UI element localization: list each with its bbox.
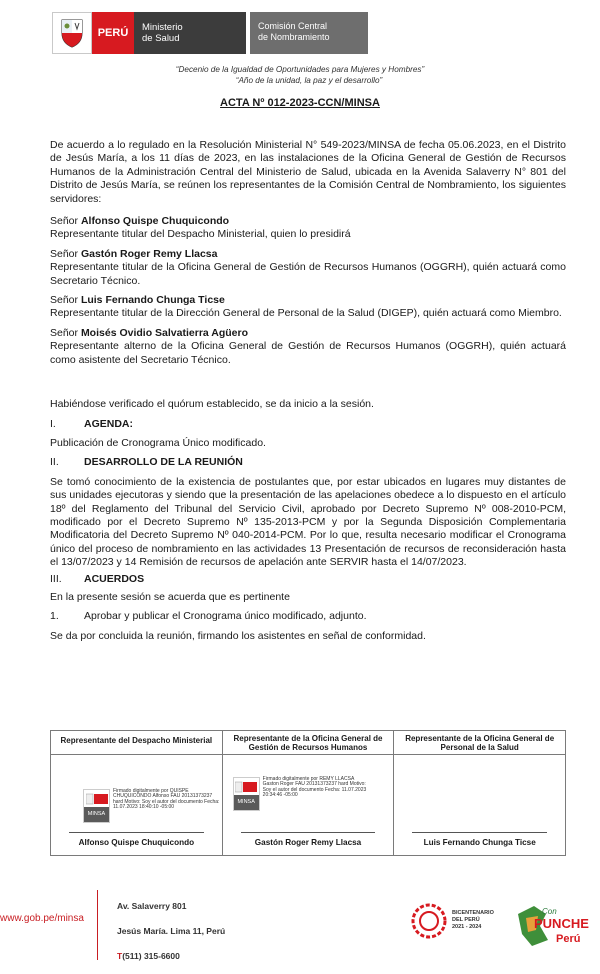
member-role: Representante titular de la Oficina General de Gestión de Recursos Humanos (OGGRH), quién actuará como Secretario Técnico. bbox=[50, 261, 566, 287]
member-role: Representante titular del Despacho Ministerial, quien lo presidirá bbox=[50, 228, 351, 241]
signature-header: Representante del Despacho Ministerial bbox=[51, 731, 222, 755]
digital-signature-stamp bbox=[83, 789, 220, 823]
svg-text:PUNCHE: PUNCHE bbox=[534, 916, 589, 931]
signature-line bbox=[412, 832, 547, 833]
signature-header: Representante de la Oficina General de Gestión de Recursos Humanos bbox=[223, 731, 394, 755]
document-body bbox=[50, 139, 566, 643]
member-name: Luis Fernando Chunga Ticse bbox=[80, 294, 225, 307]
signature-header: Representante de la Oficina General de Personal de la Salud bbox=[394, 731, 565, 755]
signature-table bbox=[50, 730, 566, 856]
signature-stamp-text: Firmado digitalmente por QUISPE CHUQUICONDO Alfonso FAU 20131373237 hard Motivo: Soy el autor del documento Fecha: 11.07.2023 18:40:10 -05:00 bbox=[113, 788, 220, 811]
signer-name: Gastón Roger Remy Llacsa bbox=[254, 838, 362, 847]
footer-divider bbox=[97, 890, 98, 960]
year-motto: “Año de la unidad, la paz y el desarrollo” bbox=[235, 76, 383, 85]
member-block: Señor Alfonso Quispe Chuquicondo Representante titular del Despacho Ministerial, quien lo presidirá bbox=[50, 215, 566, 242]
member-name: Moisés Ovidio Salvatierra Agüero bbox=[80, 326, 249, 339]
acuerdo-item: 1. Aprobar y publicar el Cronograma único modificado, adjunto. bbox=[50, 610, 367, 623]
intro-paragraph: De acuerdo a lo regulado en la Resolución Ministerial N° 549-2023/MINSA de fecha 05.06.2023, en el Distrito de Jesús María, a los 11 días de 2023, en las instalaciones de la Oficina General de Gestión de Recursos Humanos de la Administración Central del Ministerio de Salud, ubicada en la Avenida Salaverry N° 801 del Distrito de Jesús María, se reúnen los representantes de la Comisión Central de Nombramiento, los siguientes servidores: bbox=[50, 139, 566, 205]
peru-coat-of-arms-icon bbox=[52, 12, 92, 54]
svg-text:Con: Con bbox=[542, 907, 557, 916]
signature-line bbox=[241, 832, 376, 833]
agenda-text: Publicación de Cronograma Único modificado. bbox=[50, 436, 266, 449]
signature-column bbox=[51, 731, 223, 855]
svg-text:Perú: Perú bbox=[556, 933, 581, 945]
member-name: Gastón Roger Remy Llacsa bbox=[80, 247, 218, 260]
document-title: ACTA Nº 012-2023-CCN/MINSA bbox=[220, 97, 380, 109]
punche-peru-icon bbox=[512, 896, 594, 952]
signature-column bbox=[223, 731, 395, 855]
website-link[interactable]: www.gob.pe/minsa bbox=[0, 913, 84, 924]
bicentenario-text: BICENTENARIO DEL PERÚ 2021 - 2024 bbox=[452, 910, 494, 930]
signer-name: Alfonso Quispe Chuquicondo bbox=[78, 838, 195, 847]
minsa-stamp-logo: MINSA bbox=[83, 789, 110, 823]
member-block: Señor Moisés Ovidio Salvatierra Agüero Representante alterno de la Oficina General de Gestión de Recursos Humanos (OGGRH), quién actuará como asistente del Secretario Técnico. bbox=[50, 326, 566, 366]
comision-label: Comisión Central de Nombramiento bbox=[250, 12, 368, 54]
bicentenario-logo bbox=[410, 902, 510, 942]
member-role: Representante titular de la Dirección General de Personal de la Salud (DIGEP), quién actuará como Miembro. bbox=[50, 307, 562, 320]
signature-line bbox=[69, 832, 204, 833]
institution-header bbox=[52, 12, 368, 54]
decenio-text bbox=[0, 64, 600, 86]
member-name: Alfonso Quispe Chuquicondo bbox=[80, 215, 230, 228]
footer-address: Jesús María. Lima 11, Perú bbox=[117, 926, 226, 936]
signature-stamp-text: Firmado digitalmente por REMY LLACSA Gaston Roger FAU 20131373237 hard Motivo: Soy el autor del documento Fecha: 11.07.2023 20:34:46 -05:00 bbox=[262, 776, 367, 799]
quorum-text: Habiéndose verificado el quórum establecido, se da inicio a la sesión. bbox=[50, 398, 374, 411]
ministerio-label: Ministerio de Salud bbox=[134, 12, 246, 54]
member-role: Representante alterno de la Oficina General de Gestión de Recursos Humanos (OGGRH), quién actuará como asistente del Secretario Técnico. bbox=[50, 340, 566, 366]
member-block: Señor Luis Fernando Chunga Ticse Representante titular de la Dirección General de Personal de la Salud (DIGEP), quién actuará como Miembro. bbox=[50, 294, 566, 321]
bicentenario-icon bbox=[410, 902, 448, 940]
desarrollo-text: Se tomó conocimiento de la existencia de postulantes que, por estar ubicados en lugares muy distantes de sus unidades ejecutoras y siendo que la presentación de las apelaciones obedece a lo dispuesto en el artículo 18º del Reglamento del Tribunal del Servicio Civil, aprobado por Decreto Supremo Nº 008-2010-PCM, modificado por el Decreto Supremo Nº 135-2013-PCM y por la Segunda Disposición Complementaria Modificatoria del Decreto Supremo Nº 040-2014-PCM. Por lo que, resulta necesario modificar el Cronograma único del proceso de nombramiento en las actividades 13 Presentación de recursos de reconsideración hasta el 13/07/2023 y 14 Remisión de recursos de apelación ante SERVIR hasta el 14/07/2023. bbox=[50, 475, 566, 569]
section-heading-acuerdos: III. ACUERDOS bbox=[50, 572, 145, 585]
member-block: Señor Gastón Roger Remy Llacsa Representante titular de la Oficina General de Gestión de Recursos Humanos (OGGRH), quién actuará como Secretario Técnico. bbox=[50, 247, 566, 287]
peru-label: PERÚ bbox=[92, 12, 134, 54]
decenio-line: “Decenio de la Igualdad de Oportunidades para Mujeres y Hombres” bbox=[175, 65, 425, 74]
signer-name: Luis Fernando Chunga Ticse bbox=[423, 838, 536, 847]
signature-column bbox=[394, 731, 565, 855]
digital-signature-stamp bbox=[233, 777, 370, 811]
footer-phone: T(511) 315-6600 bbox=[117, 951, 180, 961]
section-heading-desarrollo: II. DESARROLLO DE LA REUNIÓN bbox=[50, 456, 243, 469]
section-heading-agenda: I. AGENDA: bbox=[50, 417, 133, 430]
con-punche-peru-logo bbox=[512, 896, 594, 952]
acuerdos-text: En la presente sesión se acuerda que es pertinente bbox=[50, 590, 290, 603]
minsa-stamp-logo: MINSA bbox=[233, 777, 260, 811]
footer-address: Av. Salaverry 801 bbox=[117, 901, 187, 911]
closing-text: Se da por concluida la reunión, firmando los asistentes en señal de conformidad. bbox=[50, 629, 426, 642]
